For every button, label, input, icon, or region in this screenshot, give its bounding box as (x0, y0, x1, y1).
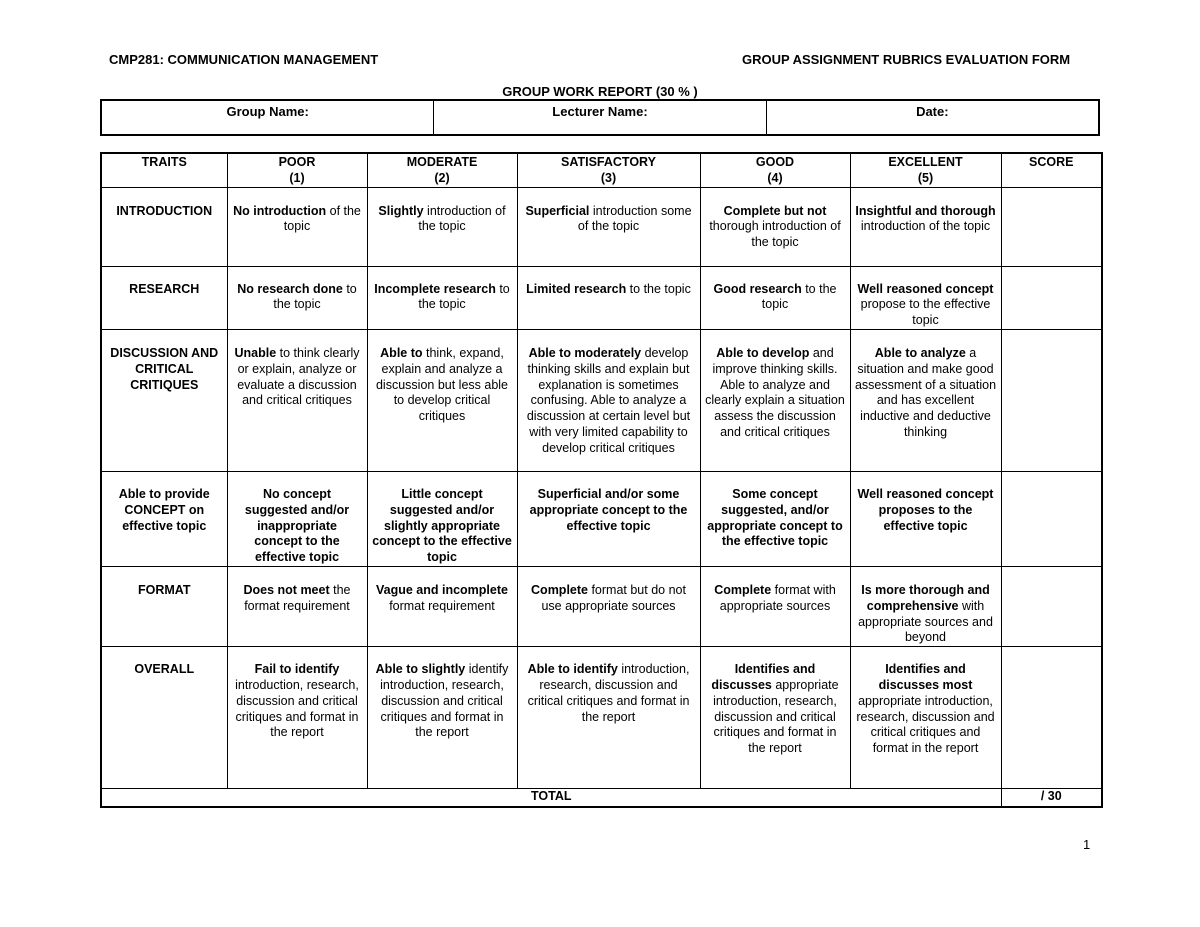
rubric-cell: No concept suggested and/or inappropriate concept to the effective topic (227, 471, 367, 566)
score-cell[interactable] (1001, 266, 1102, 329)
score-cell[interactable] (1001, 647, 1102, 789)
group-name-field[interactable]: Group Name: (226, 104, 309, 119)
rubric-cell: Incomplete research to the topic (367, 266, 517, 329)
rubric-cell: Superficial and/or some appropriate concept to the effective topic (517, 471, 700, 566)
rubric-cell: Is more thorough and comprehensive with appropriate sources and beyond (850, 566, 1001, 646)
course-title: CMP281: COMMUNICATION MANAGEMENT (109, 52, 379, 67)
rubric-cell: Identifies and discusses most appropriate introduction, research, discussion and critical critiques and format in the report (850, 647, 1001, 789)
score-cell[interactable] (1001, 566, 1102, 646)
rubric-cell: Complete format but do not use appropriate sources (517, 566, 700, 646)
table-row (101, 647, 1102, 789)
rubric-cell: Able to moderately develop thinking skills and explain but explanation is sometimes confusing. Able to analyze a discussion at certain level but with very limited capability to develop critical critiques (517, 329, 700, 471)
trait-label: FORMAT (101, 566, 227, 646)
total-label: TOTAL (101, 789, 1001, 807)
rubric-cell: Slightly introduction of the topic (367, 187, 517, 266)
col-header-good: GOOD (4) (700, 153, 850, 187)
rubric-table (100, 152, 1103, 808)
total-score[interactable]: / 30 (1001, 789, 1102, 807)
rubric-cell: No introduction of the topic (227, 187, 367, 266)
trait-label: OVERALL (101, 647, 227, 789)
score-cell[interactable] (1001, 187, 1102, 266)
rubric-cell: Some concept suggested, and/or appropriate concept to the effective topic (700, 471, 850, 566)
table-row (101, 471, 1102, 566)
score-cell[interactable] (1001, 471, 1102, 566)
date-field[interactable]: Date: (766, 101, 1098, 134)
rubric-cell: Vague and incomplete format requirement (367, 566, 517, 646)
table-row (101, 566, 1102, 646)
rubric-cell: Complete but not thorough introduction of the topic (700, 187, 850, 266)
rubric-cell: Able to slightly identify introduction, research, discussion and critical critiques and format in the report (367, 647, 517, 789)
col-header-excellent: EXCELLENT (5) (850, 153, 1001, 187)
rubric-cell: Little concept suggested and/or slightly appropriate concept to the effective topic (367, 471, 517, 566)
lecturer-name-field[interactable]: Lecturer Name: (433, 101, 765, 134)
rubric-cell: Identifies and discusses appropriate introduction, research, discussion and critical critiques and format in the report (700, 647, 850, 789)
score-cell[interactable] (1001, 329, 1102, 471)
trait-label: DISCUSSION AND CRITICAL CRITIQUES (101, 329, 227, 471)
page-number: 1 (1083, 837, 1091, 852)
rubric-cell: Complete format with appropriate sources (700, 566, 850, 646)
table-row (101, 266, 1102, 329)
rubric-cell: Limited research to the topic (517, 266, 700, 329)
rubric-cell: Superficial introduction some of the topic (517, 187, 700, 266)
trait-label: Able to provide CONCEPT on effective topic (101, 471, 227, 566)
rubric-cell: Fail to identify introduction, research, discussion and critical critiques and format in the report (227, 647, 367, 789)
report-title: GROUP WORK REPORT (30 % ) (502, 84, 698, 99)
rubric-cell: Good research to the topic (700, 266, 850, 329)
rubric-cell: Insightful and thorough introduction of the topic (850, 187, 1001, 266)
rubric-cell: Well reasoned concept propose to the effective topic (850, 266, 1001, 329)
rubric-cell: Able to analyze a situation and make good assessment of a situation and has excellent inductive and deductive thinking (850, 329, 1001, 471)
table-row (101, 187, 1102, 266)
rubric-cell: No research done to the topic (227, 266, 367, 329)
info-bar (100, 99, 1100, 136)
col-header-poor: POOR (1) (227, 153, 367, 187)
col-header-satisfactory: SATISFACTORY (3) (517, 153, 700, 187)
col-header-traits: TRAITS (101, 153, 227, 187)
rubric-cell: Able to identify introduction, research, discussion and critical critiques and format in the report (517, 647, 700, 789)
form-title: GROUP ASSIGNMENT RUBRICS EVALUATION FORM (742, 52, 1071, 67)
trait-label: RESEARCH (101, 266, 227, 329)
rubric-cell: Unable to think clearly or explain, analyze or evaluate a discussion and critical critiques (227, 329, 367, 471)
rubric-cell: Able to develop and improve thinking skills. Able to analyze and clearly explain a situation assess the discussion and critical critiques (700, 329, 850, 471)
col-header-score: SCORE (1001, 153, 1102, 187)
table-row (101, 329, 1102, 471)
header-row (101, 153, 1102, 187)
rubric-cell: Able to think, expand, explain and analyze a discussion but less able to develop critical critiques (367, 329, 517, 471)
rubric-cell: Does not meet the format requirement (227, 566, 367, 646)
col-header-moderate: MODERATE (2) (367, 153, 517, 187)
trait-label: INTRODUCTION (101, 187, 227, 266)
total-row (101, 789, 1102, 807)
rubric-cell: Well reasoned concept proposes to the effective topic (850, 471, 1001, 566)
